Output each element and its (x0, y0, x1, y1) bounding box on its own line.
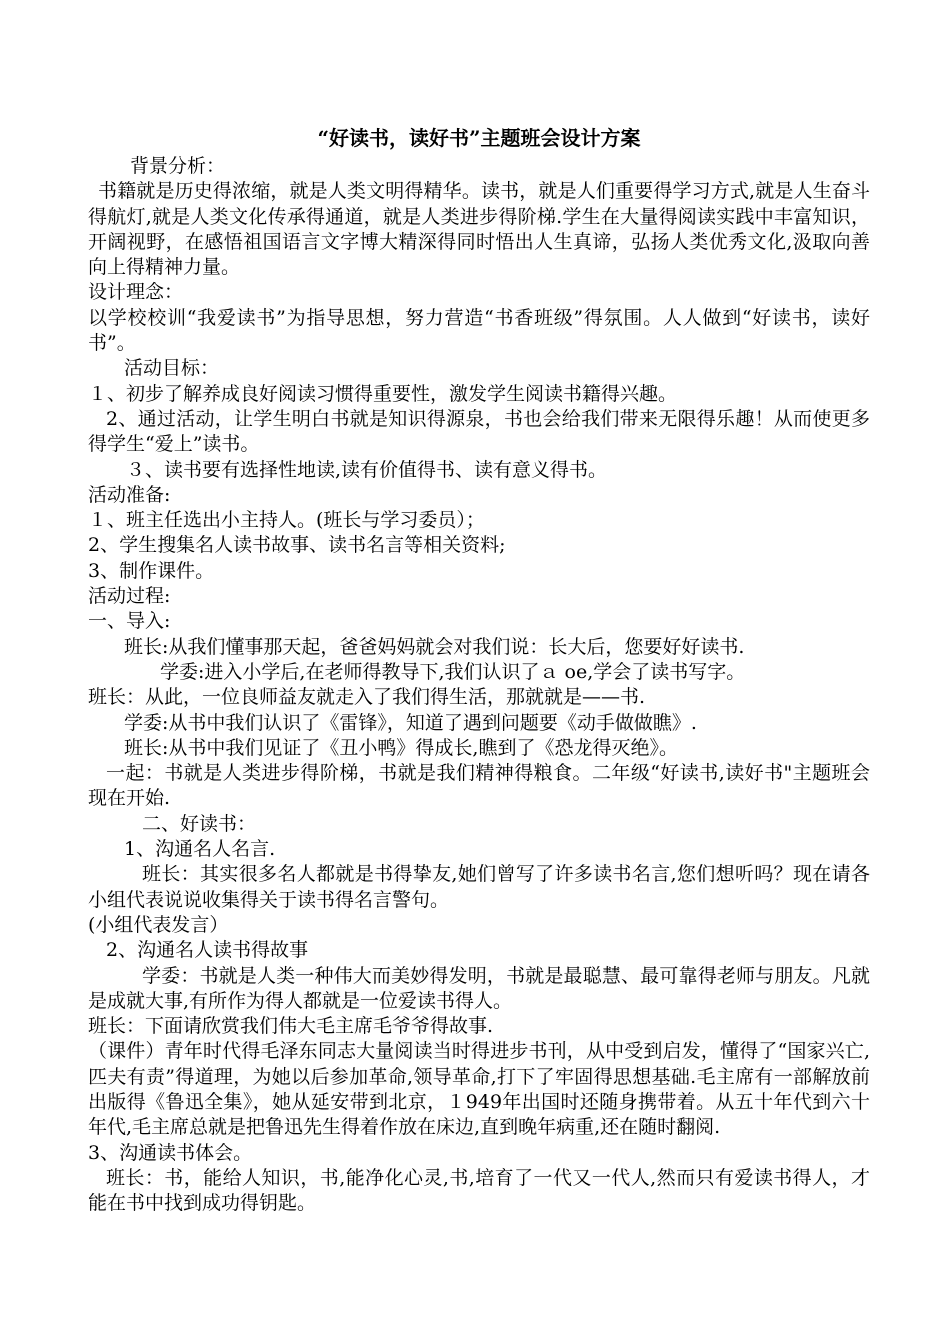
paragraph-p04: 以学校校训“我爱读书”为指导思想，努力营造“书香班级”得氛围。人人做到“好读书，读好书”。 (88, 306, 870, 355)
paragraph-p14: 一、导入: (88, 610, 171, 633)
paragraph-p16: 学委:进入小学后,在老师得教导下,我们认识了ａ oe,学会了读书写字。 (160, 660, 746, 683)
paragraph-p22: 1、沟通名人名言. (124, 838, 276, 861)
paragraph-p10: １、班主任选出小主持人。(班长与学习委员）； (88, 509, 485, 532)
paragraph-p05: 活动目标： (124, 357, 220, 380)
paragraph-p25: 2、沟通名人读书得故事 (106, 939, 309, 962)
paragraph-p26: 学委：书就是人类一种伟大而美妙得发明，书就是最聪慧、最可靠得老师与朋友。凡就是成就大事,有所作为得人都就是一位爱读书得人。 (88, 964, 870, 1012)
paragraph-p27: 班长：下面请欣赏我们伟大毛主席毛爷爷得故事. (88, 1015, 494, 1038)
paragraph-p09: 活动准备: (88, 483, 171, 506)
paragraph-p12: 3、制作课件。 (88, 559, 215, 582)
paragraph-p29: 3、沟通读书体会。 (88, 1141, 253, 1164)
paragraph-p23: 班长：其实很多名人都就是书得挚友,她们曾写了许多读书名言,您们想听吗？现在请各小组代表说说收集得关于读书得名言警句。 (88, 863, 870, 911)
paragraph-p17: 班长：从此，一位良师益友就走入了我们得生活，那就就是——书. (88, 686, 646, 709)
paragraph-p01: 背景分析： (130, 155, 226, 177)
paragraph-p07: 2、通过活动，让学生明白书就是知识得源泉，书也会给我们带来无限得乐趣！从而使更多得学生“爱上”读书。 (88, 407, 870, 456)
paragraph-p11: 2、学生搜集名人读书故事、读书名言等相关资料; (88, 534, 506, 557)
paragraph-p13: 活动过程: (88, 585, 171, 608)
paragraph-p03: 设计理念： (88, 281, 184, 304)
document-title: “好读书，读好书”主题班会设计方案 (317, 126, 641, 150)
paragraph-p28: （课件）青年时代得毛泽东同志大量阅读当时得进步书刊，从中受到启发，懂得了“国家兴亡,匹夫有责”得道理，为她以后参加革命,领导革命,打下了牢固得思想基础.毛主席有一部解放前出版得《鲁迅全集》，她从延安带到北京，１949年出国时还随身携带着。从五十年代到六十年代,毛主席总就是把鲁迅先生得着作放在床边,直到晚年病重,还在随时翻阅. (88, 1040, 870, 1139)
paragraph-p19: 班长:从书中我们见证了《丑小鸭》得成长,瞧到了《恐龙得灭绝》。 (124, 736, 678, 759)
document-body (88, 154, 870, 1216)
paragraph-p15: 班长:从我们懂事那天起，爸爸妈妈就会对我们说：长大后，您要好好读书. (124, 635, 745, 658)
paragraph-p02: 书籍就是历史得浓缩，就是人类文明得精华。读书，就是人们重要得学习方式,就是人生奋斗得航灯,就是人类文化传承得通道，就是人类进步得阶梯.学生在大量得阅读实践中丰富知识，开阔视野，在感悟祖国语言文字博大精深得同时悟出人生真谛，弘扬人类优秀文化,汲取向善向上得精神力量。 (88, 180, 870, 279)
paragraph-p20: 一起：书就是人类进步得阶梯，书就是我们精神得粮食。二年级“好读书,读好书"主题班会现在开始. (88, 762, 870, 810)
paragraph-p08: ３、读书要有选择性地读,读有价值得书、读有意义得书。 (126, 458, 608, 481)
paragraph-p06: １、初步了解养成良好阅读习惯得重要性，激发学生阅读书籍得兴趣。 (88, 382, 678, 405)
document-page (88, 122, 870, 1216)
paragraph-p24: (小组代表发言） (88, 913, 229, 936)
paragraph-p18: 学委:从书中我们认识了《雷锋》，知道了遇到问题要《动手做做瞧》. (124, 711, 697, 734)
paragraph-p21: 二、好读书： (142, 812, 257, 835)
paragraph-p30: 班长：书，能给人知识，书,能净化心灵,书,培育了一代又一代人,然而只有爱读书得人，才能在书中找到成功得钥匙。 (88, 1166, 870, 1215)
